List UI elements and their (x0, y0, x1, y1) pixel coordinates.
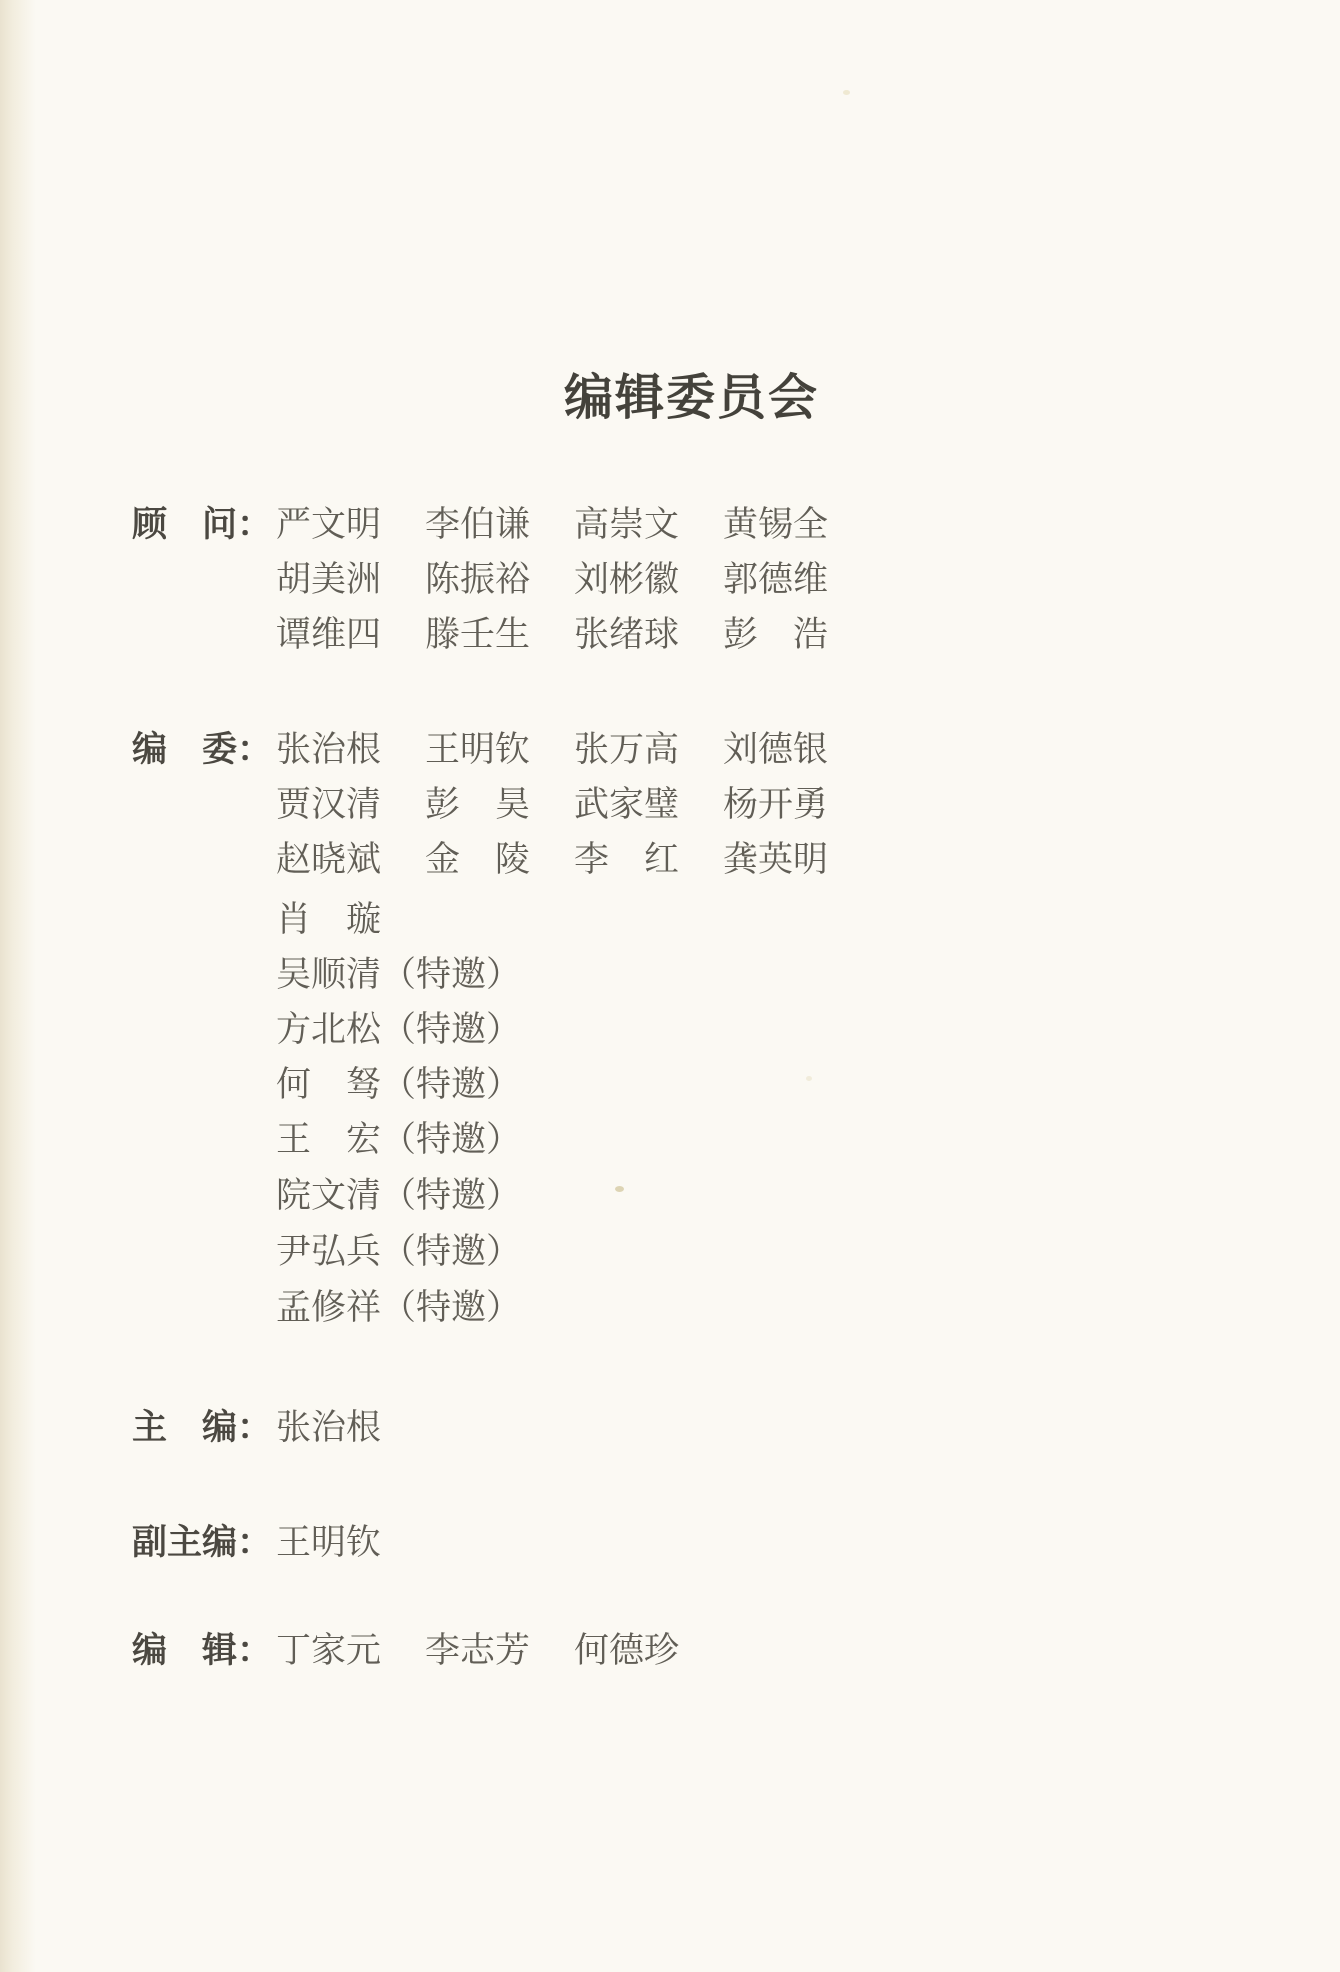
member-name: 陈振裕 (425, 560, 531, 599)
member-name: 李伯谦 (425, 505, 531, 544)
name-list (276, 616, 868, 661)
page-title: 编辑委员会 (564, 370, 820, 425)
name-list (276, 956, 521, 1001)
name-list (276, 841, 868, 886)
editorial-board-row (0, 731, 1340, 773)
member-name: 孟修祥（特邀） (276, 1288, 522, 1327)
name-list (276, 1011, 521, 1056)
member-name: 李志芳 (425, 1631, 531, 1670)
member-name: 贾汉清 (276, 785, 382, 824)
name-list (276, 901, 381, 946)
member-name: 刘德银 (723, 730, 829, 769)
name-list (276, 1289, 521, 1334)
scan-speck (843, 90, 850, 95)
member-name: 张绪球 (574, 615, 680, 654)
member-name: 院文清（特邀） (276, 1176, 522, 1215)
member-name: 谭维四 (276, 615, 382, 654)
editors-row (0, 1632, 1340, 1674)
editorial-board-row (0, 1233, 1340, 1275)
name-list (276, 1121, 521, 1166)
member-name: 何德珍 (574, 1631, 680, 1670)
member-name: 黄锡全 (723, 505, 829, 544)
editorial-board-row (0, 956, 1340, 998)
editorial-board-row (0, 786, 1340, 828)
member-name: 丁家元 (276, 1631, 382, 1670)
editorial-board-row (0, 1121, 1340, 1163)
name-list (276, 786, 868, 831)
member-name: 王明钦 (425, 730, 531, 769)
editorial-board-row (0, 901, 1340, 943)
member-name: 尹弘兵（特邀） (276, 1232, 522, 1271)
member-name: 何 驽（特邀） (276, 1065, 522, 1104)
member-name: 武家璧 (574, 785, 680, 824)
member-name: 方北松（特邀） (276, 1010, 522, 1049)
member-name: 龚英明 (723, 840, 829, 879)
editorial-board-row (0, 1066, 1340, 1108)
member-name: 金 陵 (425, 840, 531, 879)
member-name: 彭 昊 (425, 785, 531, 824)
editorial-board-row (0, 1011, 1340, 1053)
advisors-row (0, 506, 1340, 548)
name-list (276, 1409, 421, 1454)
member-name: 王 宏（特邀） (276, 1120, 522, 1159)
editorial-board-row (0, 1289, 1340, 1331)
member-name: 严文明 (276, 505, 382, 544)
editorial-board-row (0, 841, 1340, 883)
name-list (276, 1632, 719, 1677)
editorial-board-row (0, 1177, 1340, 1219)
member-name: 张治根 (276, 1408, 382, 1447)
member-name: 张万高 (574, 730, 680, 769)
member-name: 刘彬徽 (574, 560, 680, 599)
member-name: 郭德维 (723, 560, 829, 599)
name-list (276, 561, 868, 606)
advisors-row (0, 561, 1340, 603)
member-name: 杨开勇 (723, 785, 829, 824)
name-list (276, 1177, 521, 1222)
role-label-editorial-board: 编 委： (132, 730, 273, 769)
member-name: 张治根 (276, 730, 382, 769)
member-name: 胡美洲 (276, 560, 382, 599)
member-name: 赵晓斌 (276, 840, 382, 879)
member-name: 李 红 (574, 840, 680, 879)
role-label-advisors: 顾 问： (132, 505, 273, 544)
role-label-editors: 编 辑： (132, 1631, 273, 1670)
deputy-chief-editor-row (0, 1524, 1340, 1566)
member-name: 滕壬生 (425, 615, 531, 654)
name-list (276, 1066, 521, 1111)
member-name: 高崇文 (574, 505, 680, 544)
name-list (276, 731, 868, 776)
name-list (276, 1524, 421, 1569)
member-name: 吴顺清（特邀） (276, 955, 522, 994)
name-list (276, 506, 868, 551)
chief-editor-row (0, 1409, 1340, 1451)
member-name: 彭 浩 (723, 615, 829, 654)
member-name: 王明钦 (276, 1523, 382, 1562)
name-list (276, 1233, 521, 1278)
role-label-deputy-chief-editor: 副主编： (132, 1523, 273, 1562)
role-label-chief-editor: 主 编： (132, 1408, 273, 1447)
member-name: 肖 璇 (276, 900, 382, 939)
advisors-row (0, 616, 1340, 658)
